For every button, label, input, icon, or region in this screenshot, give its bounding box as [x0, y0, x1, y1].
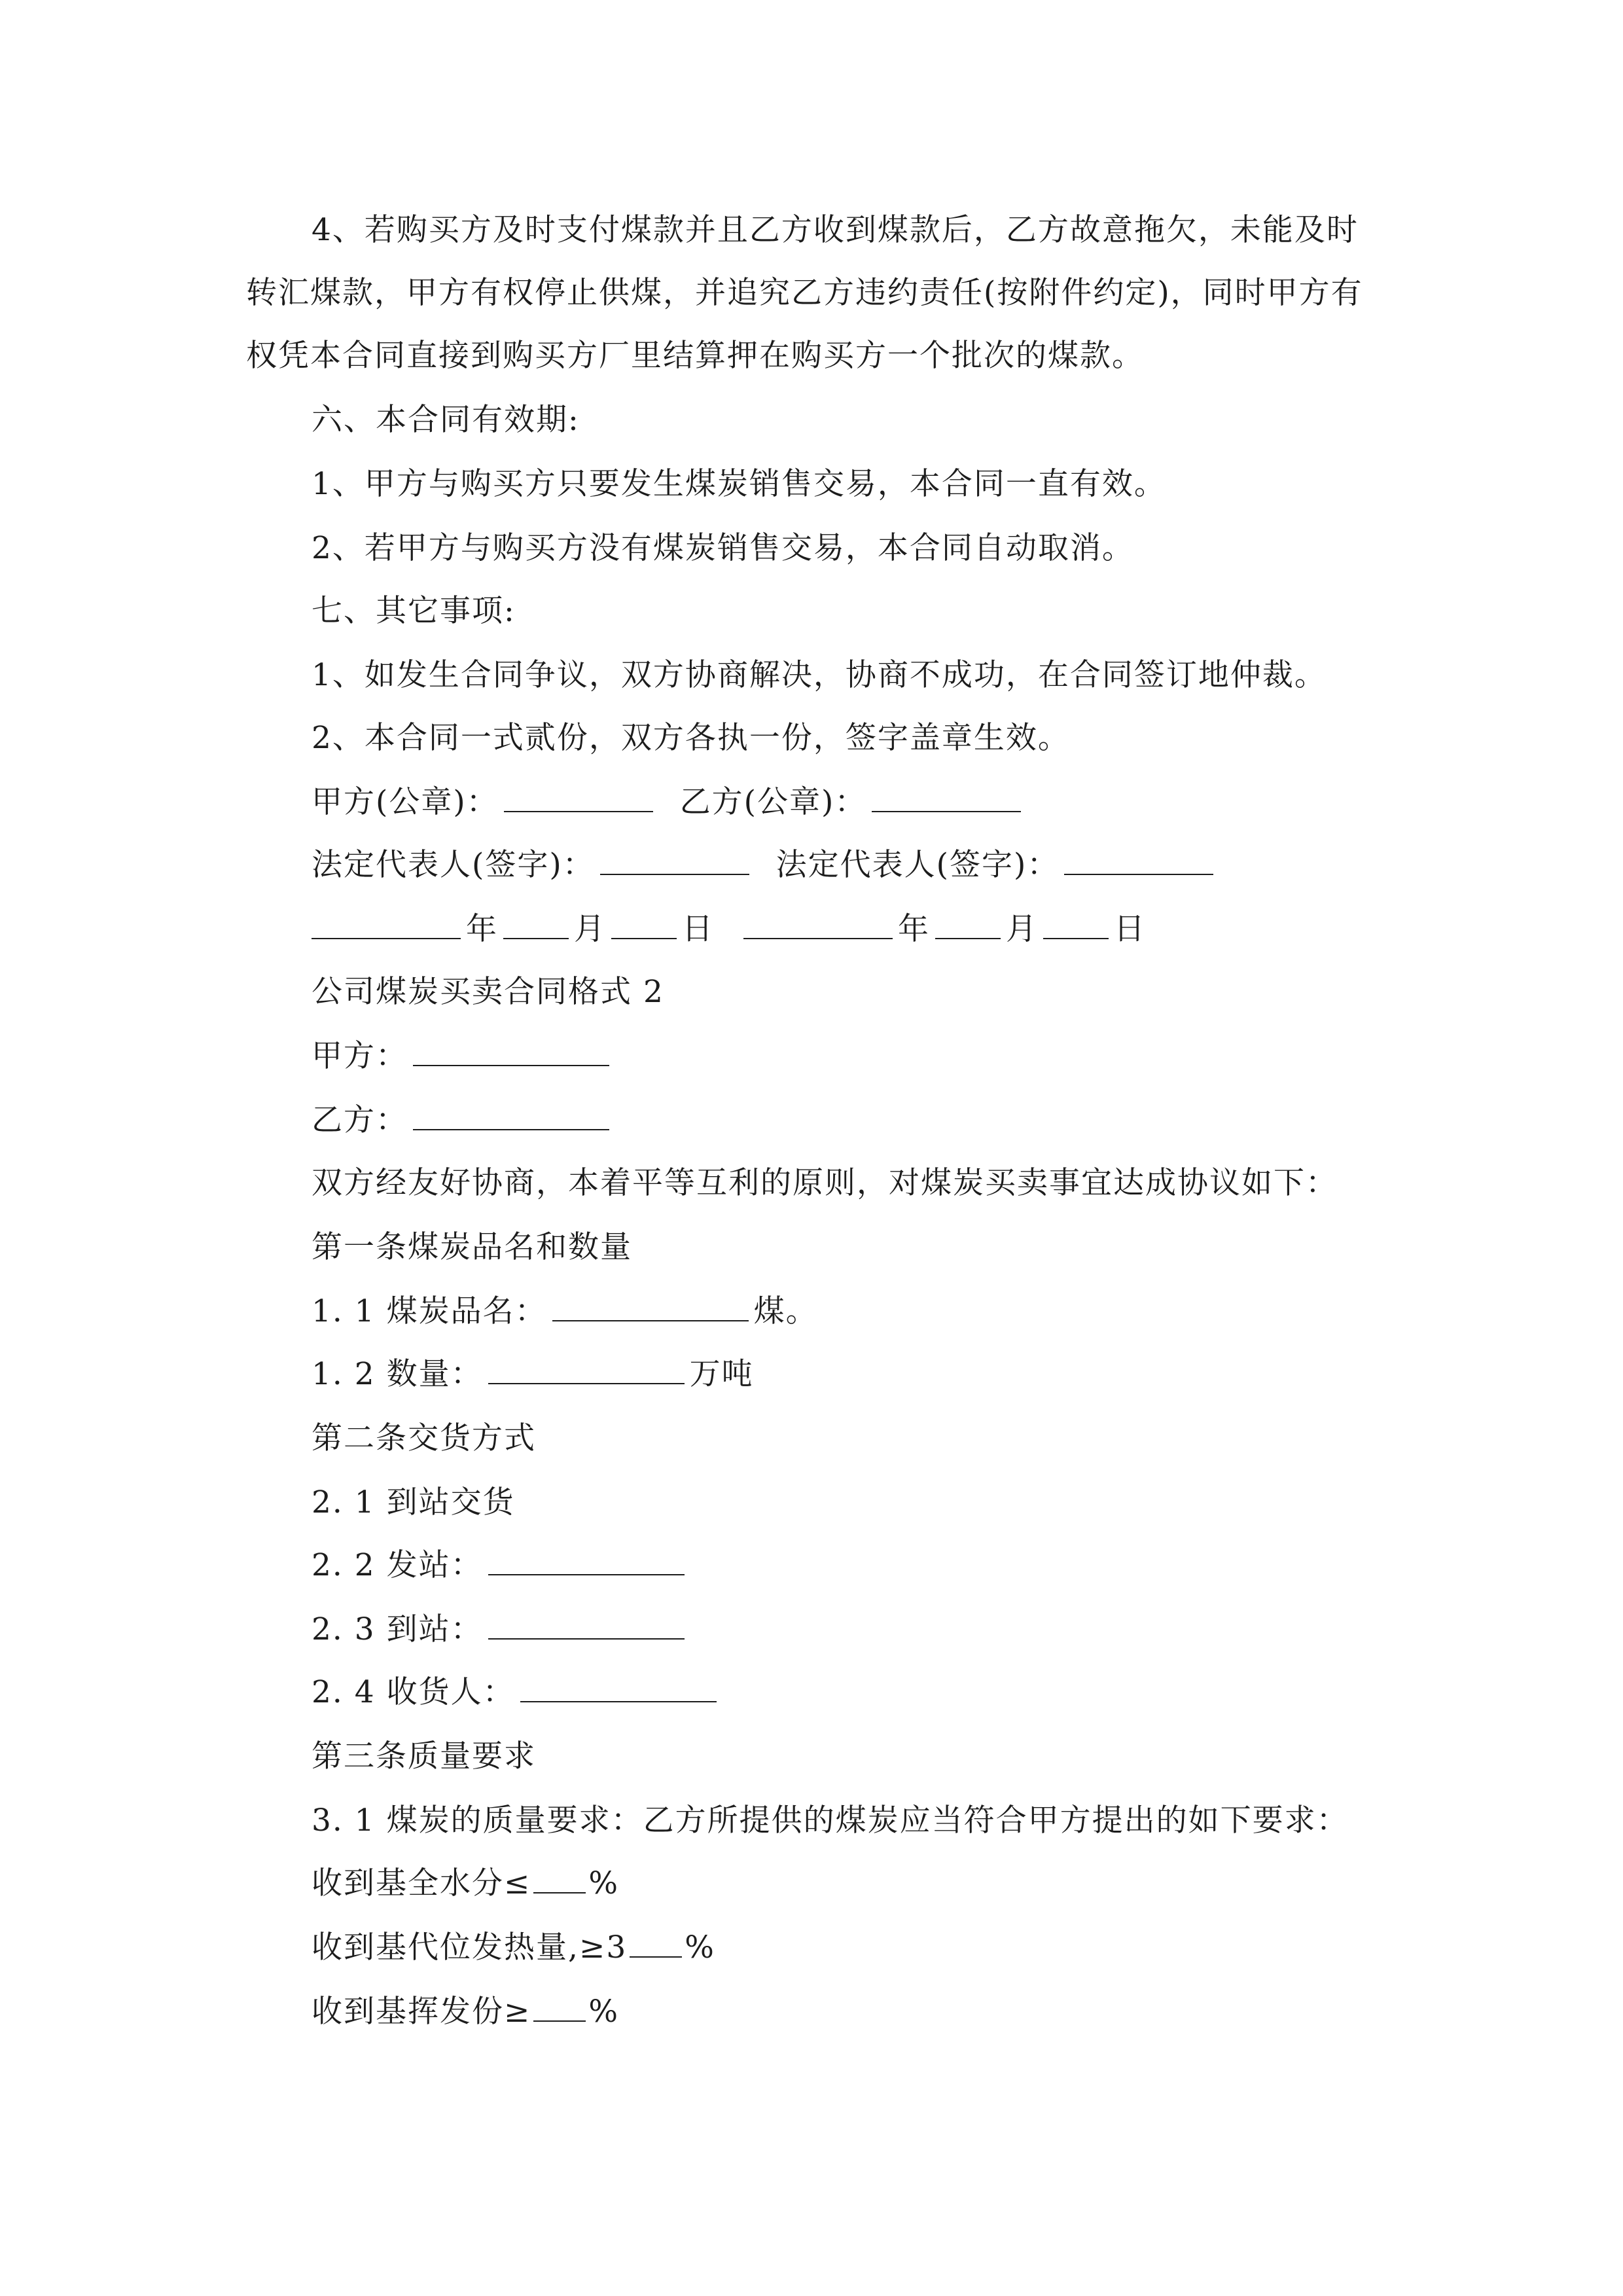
q-moisture-percent: % — [588, 1865, 620, 1901]
contract2-intro: 双方经友好协商，本着平等互利的原则，对煤炭买卖事宜达成协议如下： — [312, 1165, 1338, 1201]
contract2-party-a-label: 甲方： — [312, 1038, 408, 1074]
sig-rep-b-label: 法定代表人(签字)： — [776, 847, 1060, 883]
q-volatile-blank — [533, 1994, 586, 2022]
article2-3-row — [312, 1610, 690, 1649]
sig-rep-a-blank — [600, 848, 749, 875]
article2-title: 第二条交货方式 — [312, 1420, 536, 1456]
sig-rep-a-label: 法定代表人(签字)： — [312, 847, 595, 883]
date-a-month: 月 — [574, 911, 606, 947]
sig-party-b-blank — [872, 785, 1021, 812]
para-4-line3: 权凭本合同直接到购买方厂里结算押在购买方一个批次的煤款。 — [246, 338, 1144, 374]
para-4-line2: 转汇煤款，甲方有权停止供煤，并追究乙方违约责任(按附件约定)，同时甲方有 — [246, 275, 1363, 311]
article1-2-suffix: 万吨 — [689, 1356, 754, 1392]
section-6-item2: 2、若甲方与购买方没有煤炭销售交易，本合同自动取消。 — [312, 530, 1134, 566]
article2-2-label: 2. 2 发站： — [312, 1547, 483, 1583]
section-6-item1: 1、甲方与购买方只要发生煤炭销售交易，本合同一直有效。 — [312, 466, 1166, 502]
q-moisture-blank — [533, 1866, 586, 1893]
article1-2-row — [312, 1355, 754, 1394]
contract2-party-b-row — [312, 1101, 615, 1140]
contract2-party-b-blank — [413, 1103, 609, 1130]
section-7-item2: 2、本合同一式贰份，双方各执一份，签字盖章生效。 — [312, 720, 1070, 756]
signature-seal-row — [312, 783, 1026, 822]
sig-party-a-label: 甲方(公章)： — [312, 784, 499, 820]
date-b-year: 年 — [897, 911, 930, 947]
date-a-month-blank — [503, 912, 569, 939]
article1-title: 第一条煤炭品名和数量 — [312, 1229, 632, 1265]
para-4-line1: 4、若购买方及时支付煤款并且乙方收到煤款后，乙方故意拖欠，未能及时 — [312, 212, 1359, 248]
article2-2-row — [312, 1546, 690, 1585]
article1-1-label: 1. 1 煤炭品名： — [312, 1293, 547, 1329]
date-b-day-blank — [1043, 912, 1109, 939]
contract2-party-a-row — [312, 1037, 615, 1076]
departure-station-blank — [488, 1548, 685, 1575]
sig-party-a-blank — [504, 785, 653, 812]
article2-4-label: 2. 4 收货人： — [312, 1674, 515, 1710]
date-a-day-blank — [611, 912, 677, 939]
contract2-party-a-blank — [413, 1039, 609, 1066]
q-volatile-label: 收到基挥发份≥ — [312, 1994, 531, 2030]
q-moisture-label: 收到基全水分≤ — [312, 1865, 531, 1901]
date-a-year: 年 — [466, 911, 498, 947]
section-7-item1: 1、如发生合同争议，双方协商解决，协商不成功，在合同签订地仲裁。 — [312, 657, 1327, 693]
sig-rep-b-blank — [1064, 848, 1213, 875]
arrival-station-blank — [488, 1612, 685, 1640]
date-a-year-blank — [312, 912, 461, 939]
q-volatile-percent: % — [588, 1994, 620, 2030]
date-b-month: 月 — [1005, 911, 1038, 947]
quantity-blank — [488, 1357, 685, 1384]
article1-1-suffix: 煤。 — [753, 1293, 818, 1329]
article2-3-label: 2. 3 到站： — [312, 1611, 483, 1647]
date-a-day: 日 — [682, 911, 714, 947]
quality-volatile-row — [312, 1992, 619, 2032]
date-b-day: 日 — [1113, 911, 1146, 947]
section-7-title: 七、其它事项: — [312, 593, 516, 629]
quality-heat-row — [312, 1928, 715, 1967]
article1-1-row — [312, 1292, 818, 1331]
coal-name-blank — [552, 1294, 749, 1321]
quality-moisture-row — [312, 1864, 619, 1903]
article2-1: 2. 1 到站交货 — [312, 1484, 515, 1520]
article3-1: 3. 1 煤炭的质量要求：乙方所提供的煤炭应当符合甲方提出的如下要求： — [312, 1803, 1349, 1839]
consignee-blank — [520, 1675, 717, 1702]
signature-rep-row — [312, 846, 1219, 885]
q-heat-blank — [630, 1930, 682, 1958]
article3-title: 第三条质量要求 — [312, 1738, 536, 1774]
date-b-year-blank — [743, 912, 893, 939]
q-heat-label: 收到基代位发热量,≥3 — [312, 1929, 628, 1965]
contract2-party-b-label: 乙方： — [312, 1102, 408, 1138]
sig-party-b-label: 乙方(公章)： — [679, 784, 867, 820]
signature-date-row — [312, 910, 1146, 949]
section-6-title: 六、本合同有效期: — [312, 402, 580, 438]
contract2-title: 公司煤炭买卖合同格式 2 — [312, 974, 664, 1010]
article1-2-label: 1. 2 数量： — [312, 1356, 483, 1392]
date-b-month-blank — [935, 912, 1001, 939]
q-heat-percent: % — [685, 1929, 715, 1965]
article2-4-row — [312, 1673, 722, 1712]
